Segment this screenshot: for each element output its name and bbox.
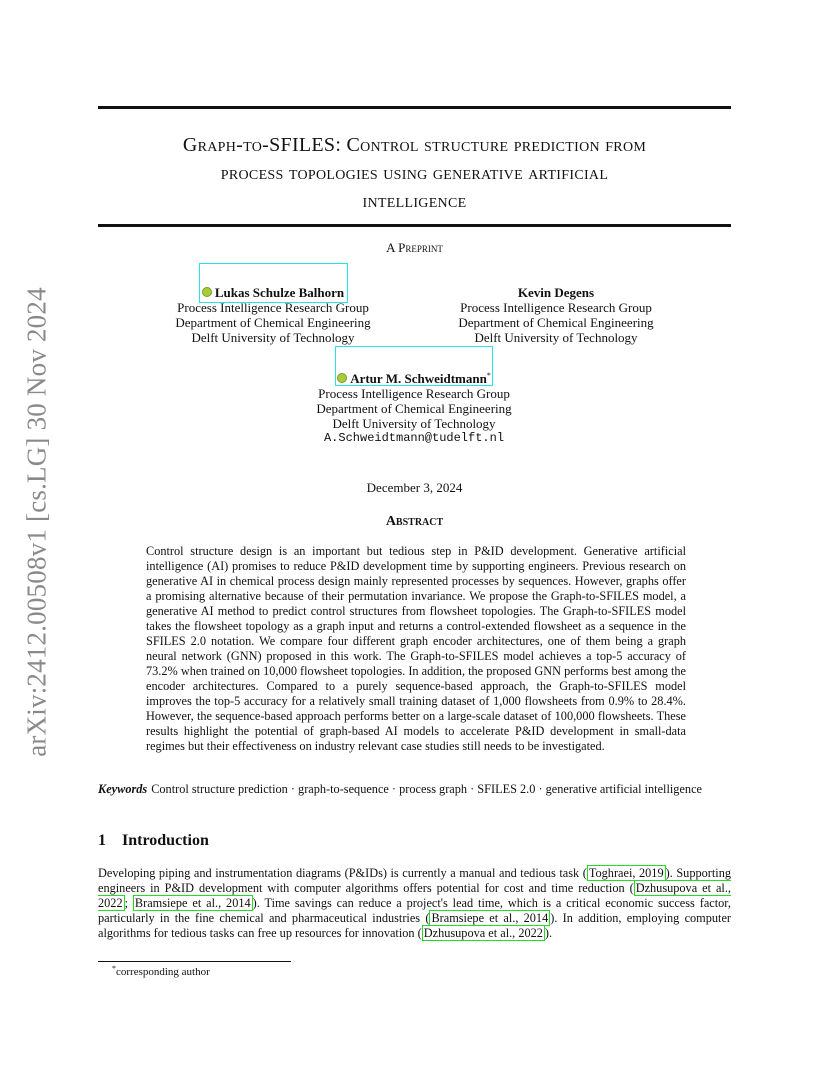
arxiv-identifier: arXiv:2412.00508v1 [cs.LG] 30 Nov 2024 [21, 287, 52, 757]
citation-link[interactable]: Dzhusupova et al., 2022 [423, 926, 543, 940]
keywords [98, 782, 731, 797]
author-department: Department of Chemical Engineering [316, 401, 512, 416]
author-block-1 [130, 285, 416, 345]
citation-link[interactable]: Toghraei, 2019 [588, 866, 664, 880]
introduction-paragraph [98, 866, 731, 941]
author-university: Delft University of Technology [332, 416, 496, 431]
publication-date: December 3, 2024 [366, 480, 463, 495]
author-department: Department of Chemical Engineering [175, 315, 371, 330]
author-group: Process Intelligence Research Group [318, 386, 510, 401]
intro-text: ). [544, 926, 553, 940]
abstract-text: Control structure design is an important but tedious step in P&ID development. Generative artificial intelligence (AI) promises to reduce P&ID development time by supporting engineers. Previous research on generative AI in chemical process design mainly represented processes by sequences. However, graphs offer a promising alternative because of their permutation invariance. We propose the Graph-to-SFILES model, a generative AI method to predict control structures from flowsheet topologies. The Graph-to-SFILES model takes the flowsheet topology as a graph input and returns a control-extended flowsheet as a sequence in the SFILES 2.0 notation. We compare four different graph encoder architectures, one of them being a graph neural network (GNN) proposed in this work. The Graph-to-SFILES model achieves a top-5 accuracy of 73.2% when trained on 10,000 flowsheet topologies. In addition, the proposed GNN performs best among the encoder architectures. Compared to a purely sequence-based approach, the Graph-to-SFILES model improves the top-5 accuracy for a relatively small training dataset of 1,000 flowsheets from 0.9% to 28.4%. However, the sequence-based approach performs better on a large-scale dataset of 100,000 flowsheets. These results highlight the potential of graph-based AI models to accelerate P&ID development in small-data regimes but their effectiveness on industry relevant case studies still needs to be investigated. [146, 544, 686, 753]
intro-text: ). Time savings can reduce a project's lead time, which is a critical economic success factor, particularly in the fine chemical and pharmaceutical industries ( [98, 896, 731, 925]
author-group: Process Intelligence Research Group [460, 300, 652, 315]
orcid-icon[interactable] [337, 373, 347, 383]
author-department: Department of Chemical Engineering [458, 315, 654, 330]
author-name[interactable]: Artur M. Schweidtmann [350, 371, 487, 386]
intro-text: ; [124, 896, 133, 910]
intro-text: ). Supporting engineers in P&ID development with computer algorithms offers potential for cost and time reduction ( [98, 866, 731, 895]
keywords-text: Control structure prediction · graph-to-sequence · process graph · SFILES 2.0 · generative artificial intelligence [151, 782, 702, 796]
author-name[interactable]: Lukas Schulze Balhorn [214, 285, 345, 300]
author-university: Delft University of Technology [191, 330, 355, 345]
corresponding-author-marker[interactable]: * [486, 371, 491, 380]
footnote-rule [98, 961, 291, 962]
author-block-3 [264, 368, 564, 446]
author-group: Process Intelligence Research Group [177, 300, 369, 315]
title-bottom-rule [98, 224, 731, 227]
title-line-2: process topologies using generative artificial [220, 162, 609, 184]
section-heading [98, 832, 209, 850]
citation-link[interactable]: Bramsiepe et al., 2014 [431, 911, 549, 925]
paper-title [98, 131, 731, 215]
footnote-text: corresponding author [116, 966, 210, 978]
title-line-3: intelligence [362, 190, 467, 212]
title-top-rule [98, 106, 731, 109]
keywords-label: Keywords [98, 782, 148, 796]
preprint-label: A Preprint [386, 240, 443, 255]
abstract-heading: Abstract [385, 514, 444, 529]
title-line-1: Graph-to-SFILES: Control structure prediction from [182, 134, 647, 156]
author-university: Delft University of Technology [474, 330, 638, 345]
intro-text: Developing piping and instrumentation diagrams (P&IDs) is currently a manual and tedious task ( [98, 866, 587, 880]
author-block-2 [413, 285, 699, 345]
citation-link[interactable]: Bramsiepe et al., 2014 [134, 896, 251, 910]
section-title: Introduction [122, 832, 209, 849]
author-email[interactable]: A.Schweidtmann@tudelft.nl [323, 431, 505, 445]
author-name: Kevin Degens [517, 285, 595, 300]
footnote [112, 964, 210, 978]
footnote-marker: * [112, 964, 116, 973]
orcid-icon[interactable] [202, 287, 212, 297]
intro-text: ). In addition, employing computer algorithms for tedious tasks can free up resources for innovation ( [98, 911, 732, 940]
section-number: 1 [98, 832, 106, 849]
citation-link[interactable]: Dzhusupova et al., 2022 [98, 881, 731, 910]
